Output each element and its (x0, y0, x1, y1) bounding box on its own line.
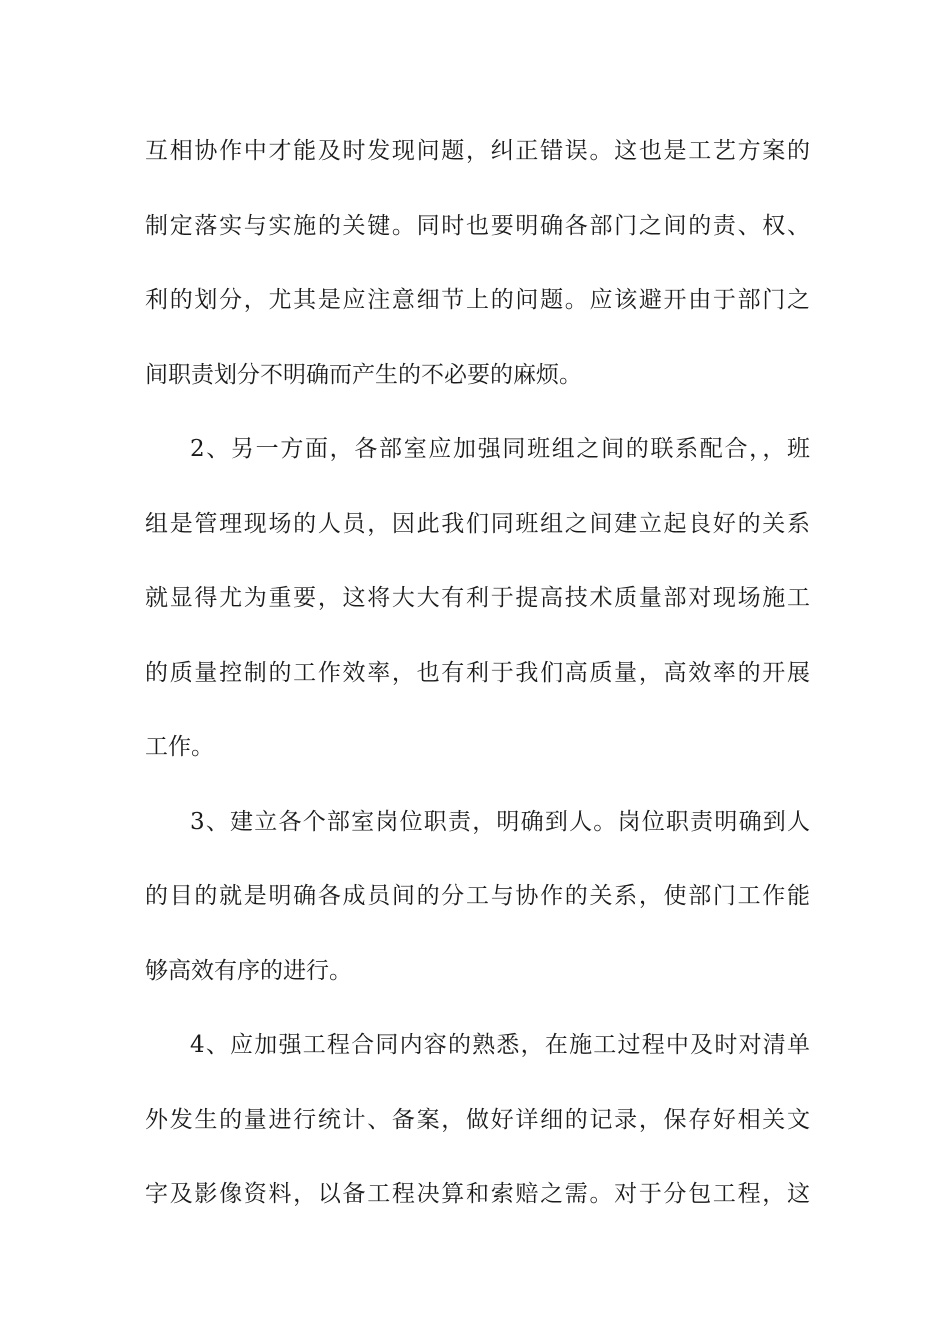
text-line: 组是管理现场的人员，因此我们同班组之间建立起良好的关系 (145, 511, 810, 537)
text-line: 的质量控制的工作效率，也有利于我们高质量，高效率的开展 (145, 660, 810, 686)
text-line: 字及影像资料，以备工程决算和索赔之需。对于分包工程，这 (145, 1181, 810, 1207)
paragraph-2-line: 2、另一方面，各部室应加强同班组之间的联系配合，，班 (190, 436, 810, 462)
text-line: 间职责划分不明确而产生的不必要的麻烦。 (145, 362, 582, 388)
text-line: 的目的就是明确各成员间的分工与协作的关系，使部门工作能 (145, 883, 810, 909)
paragraph-3-line: 3、建立各个部室岗位职责，明确到人。岗位职责明确到人 (190, 809, 810, 835)
text-line: 工作。 (145, 734, 214, 760)
text-line: 够高效有序的进行。 (145, 958, 352, 984)
text-line: 外发生的量进行统计、备案，做好详细的记录，保存好相关文 (145, 1107, 810, 1133)
text-line: 制定落实与实施的关键。同时也要明确各部门之间的责、权、 (145, 213, 810, 239)
paragraph-4-line: 4、应加强工程合同内容的熟悉，在施工过程中及时对清单 (190, 1032, 810, 1058)
text-line: 利的划分，尤其是应注意细节上的问题。应该避开由于部门之 (145, 287, 810, 313)
text-line: 就显得尤为重要，这将大大有利于提高技术质量部对现场施工 (145, 585, 810, 611)
text-line: 互相协作中才能及时发现问题，纠正错误。这也是工艺方案的 (145, 138, 810, 164)
